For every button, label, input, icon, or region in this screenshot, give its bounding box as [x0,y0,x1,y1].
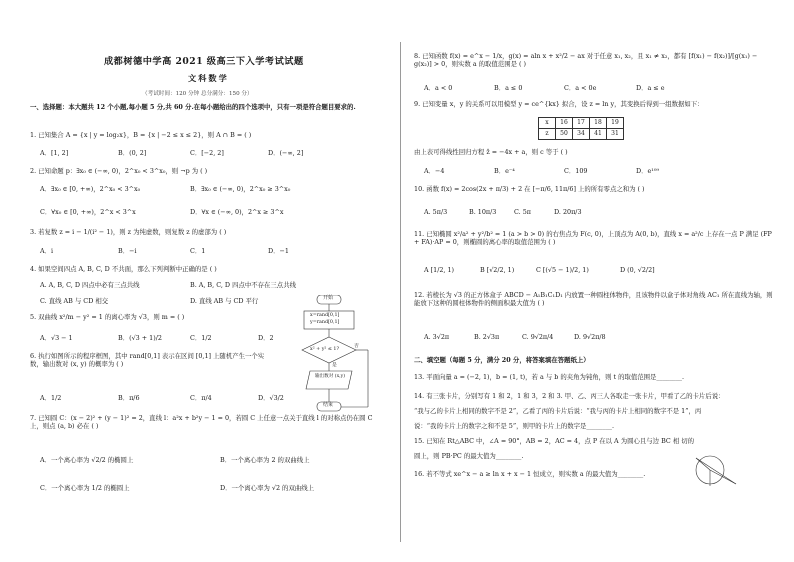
q6-option-d: D．√3/2 [258,394,284,402]
question-13: 13. 平面向量 a = (−2, 1)，b = (1, t)，若 a 与 b 的夹角为钝角，则 t 的取值范围是________. [414,373,685,381]
q11-option-b: B [√2/2, 1) [480,266,515,274]
q1-option-c: C．[−2, 2] [190,149,224,157]
question-9: 9. 已知变量 x，y 的关系可以用模型 y = ce^{kx} 拟合，设 z = ln y，其变换后得到一组数据如下： [414,100,704,108]
flow-condition: x² + y² ≤ 1? [310,347,340,352]
q3-option-c: C．1 [190,247,206,255]
q4-option-b: B. A, B, C, D 四点中不存在三点共线 [190,281,296,289]
question-16: 16. 若不等式 xe^x − a ≥ ln x + x − 1 恒成立，则实数 a 的最大值为________. [414,470,646,478]
q11-option-a: A [1/2, 1) [424,266,455,274]
table-cell: 34 [573,129,590,140]
question-7: 7. 已知圆 C：(x − 2)² + (y − 1)² = 2，直线 l：a²x + b²y − 1 = 0，若圆 C 上任意一点关于直线 l 的对称点仍在圆 C 上，则点 (a, b) 必在 ( ) [30,414,373,430]
q10-option-d: D. 20π/3 [554,208,582,216]
table-cell: 18 [590,118,607,129]
q5-option-a: A．√3 − 1 [40,334,73,342]
q12-option-b: B. 2√3π [474,333,500,341]
q9-row-z [539,129,624,140]
q2-option-b: B．∃x₀ ∈ (−∞, 0)，2^x₀ ≥ 3^x₀ [190,185,291,193]
table-cell: 41 [590,129,607,140]
question-15-line1: 15. 已知在 Rt△ABC 中，∠A = 90°，AB = 2，AC = 4，点 P 在以 A 为圆心且与边 BC 相 切的 [414,437,695,445]
q5-option-b: B．(√3 + 1)/2 [118,334,162,342]
q1-option-a: A．[1, 2] [40,149,69,157]
q11-option-c: C [(√5 − 1)/2, 1) [536,266,589,274]
table-cell: 17 [573,118,590,129]
table-cell: z [539,129,556,140]
q6-option-a: A．1/2 [40,394,62,402]
q8-option-a: A．a < 0 [424,84,453,92]
flow-y-assign: y=rand[0,1] [310,320,340,325]
q4-option-c: C. 直线 AB 与 CD 相交 [40,297,109,305]
flow-yes-label: 是 [332,363,337,368]
q3-option-d: D．−1 [268,247,289,255]
question-14-line1: 14. 有三张卡片，分别写有 1 和 2，1 和 3，2 和 3. 甲、乙、丙三人各取走一张卡片，甲看了乙的卡片后说： [414,392,725,400]
question-2: 2. 已知命题 p：∃x₀ ∈ (−∞, 0)，2^x₀ < 3^x₀，则 ¬p 为 ( ) [30,167,208,175]
q6-option-c: C．π/4 [190,394,212,402]
question-9-regression: 由上表可得线性回归方程 ẑ = −4x + a，则 c 等于 ( ) [414,148,568,156]
q5-option-d: D．2 [258,334,274,342]
q3-option-b: B．−i [118,247,137,255]
question-6: 6. 执行如图所示的程序框图，其中 rand[0,1] 表示在区间 [0,1] 上随机产生一个实数，输出数对 (x, y) 的概率为 ( ) [30,352,265,368]
section-choice-heading: 一、选择题：本大题共 12 个小题,每小题 5 分,共 60 分.在每小题给出的四个选项中，只有一项是符合题目要求的. [30,103,356,111]
q6-option-b: B．π/6 [118,394,140,402]
q12-option-d: D. 9√2π/8 [574,333,606,341]
q10-option-a: A. 5π/3 [424,208,448,216]
q9-option-a: A．−4 [424,167,445,175]
q9-option-d: D．e¹⁰⁹ [636,167,659,175]
q7-option-a: A．一个离心率为 √2/2 的椭圆上 [40,456,134,464]
question-11: 11. 已知椭圆 x²/a² + y²/b² = 1 (a > b > 0) 的右焦点为 F(c, 0)，上顶点为 A(0, b)，直线 x = a²/c 上存在一点 P 满足 (FP + FA)·AP = 0，则椭圆的离心率的取值范围为 ( ) [414,230,772,246]
question-3: 3. 若复数 z = i − 1/(i² − 1)，则 z 为纯虚数，则复数 z 的虚部为 ( ) [30,228,227,236]
q2-option-d: D．∀x ∈ (−∞, 0)，2^x ≥ 3^x [190,208,284,216]
table-cell: 31 [607,129,624,140]
table-cell: x [539,118,556,129]
q8-option-b: B．a ≤ 0 [494,84,523,92]
q5-option-c: C．1/2 [190,334,212,342]
q4-option-a: A. A, B, C, D 四点中必有三点共线 [40,281,140,289]
question-8: 8. 已知函数 f(x) = e^x − 1/x，g(x) = aln x + x²/2 − ax 对于任意 x₁, x₂，且 x₁ ≠ x₂，都有 [f(x₁) − f(x₂)]/[g(x₁) − g(x₂)] > 0，则实数 a 的取值范围是 ( ) [414,52,758,68]
q2-option-a: A．∃x₀ ∈ [0, +∞)，2^x₀ < 3^x₀ [40,185,141,193]
flow-start-label: 开始 [323,295,334,301]
question-10: 10. 函数 f(x) = 2cos(2x + π/3) + 2 在 [−π/6, 11π/6] 上的所有零点之和为 ( ) [414,185,645,193]
question-12: 12. 若棱长为 √3 的正方体盒子 ABCD − A₁B₁C₁D₁ 内放置一种圆柱体物件，且该物件以盒子体对角线 AC₁ 所在直线为轴，则能放下这种的圆柱体物件的侧面积最大值为 ( ) [414,291,773,307]
question-15-line2: 圆上，则 PB·PC 的最大值为________. [414,452,524,460]
flow-x-assign: x=rand[0,1] [310,313,340,318]
section-fill-heading: 二、填空题（每题 5 分，满分 20 分，将答案填在答题纸上） [414,356,590,364]
table-cell: 50 [556,129,573,140]
q12-option-c: C. 9√2π/4 [522,333,554,341]
q10-option-b: B. 10π/3 [469,208,497,216]
flow-output: 输出数对 (x,y) [314,374,346,379]
q7-option-b: B．一个离心率为 2 的双曲线上 [220,456,310,464]
q9-data-table [538,117,624,140]
flow-no-label: 否 [354,344,359,349]
question-1: 1. 已知集合 A = {x | y = log₂x}，B = {x | −2 ≤ x ≤ 2}，则 A ∩ B = ( ) [30,131,252,139]
question-5: 5. 双曲线 x²/m − y² = 1 的离心率为 √3，则 m = ( ) [30,313,185,321]
q3-option-a: A．i [40,247,54,255]
column-divider [400,42,401,542]
q15-figure [690,448,742,492]
exam-title: 成都树德中学高 2021 级高三下入学考试试题 [104,56,304,67]
q4-option-d: D. 直线 AB 与 CD 平行 [190,297,259,305]
q11-option-d: D (0, √2/2] [620,266,655,274]
exam-subject: 文科数学 [188,73,229,83]
question-14-line2: “我与乙的卡片上相同的数字不是 2”，乙看了丙的卡片后说：“我与丙的卡片上相同的数字不是 1”，丙 [414,407,702,415]
q8-option-c: C．a < 0e [564,84,597,92]
q7-option-c: C．一个离心率为 1/2 的椭圆上 [40,484,130,492]
q9-row-x [539,118,624,129]
q9-option-b: B．e⁻⁴ [494,167,515,175]
q8-option-d: D．a ≤ e [636,84,665,92]
question-4: 4. 如果空间四点 A, B, C, D 不共面，那么下列判断中正确的是 ( ) [30,265,217,273]
q10-option-c: C. 5π [514,208,531,216]
table-cell: 19 [607,118,624,129]
flow-end-label: 结束 [323,402,334,408]
q9-option-c: C．109 [564,167,588,175]
q12-option-a: A. 3√2π [424,333,450,341]
q2-option-c: C．∀x₀ ∈ [0, +∞)，2^x < 3^x [40,208,136,216]
q7-option-d: D．一个离心率为 √2 的双曲线上 [220,484,315,492]
question-14-line3: 说：“我的卡片上的数字之和不是 5”，则甲的卡片上的数字是________. [414,422,614,430]
table-cell: 16 [556,118,573,129]
q1-option-b: B．(0, 2] [118,149,147,157]
q1-option-d: D．(−∞, 2] [268,149,304,157]
exam-info: （考试时间：120 分钟 总分满分：150 分） [142,91,253,97]
